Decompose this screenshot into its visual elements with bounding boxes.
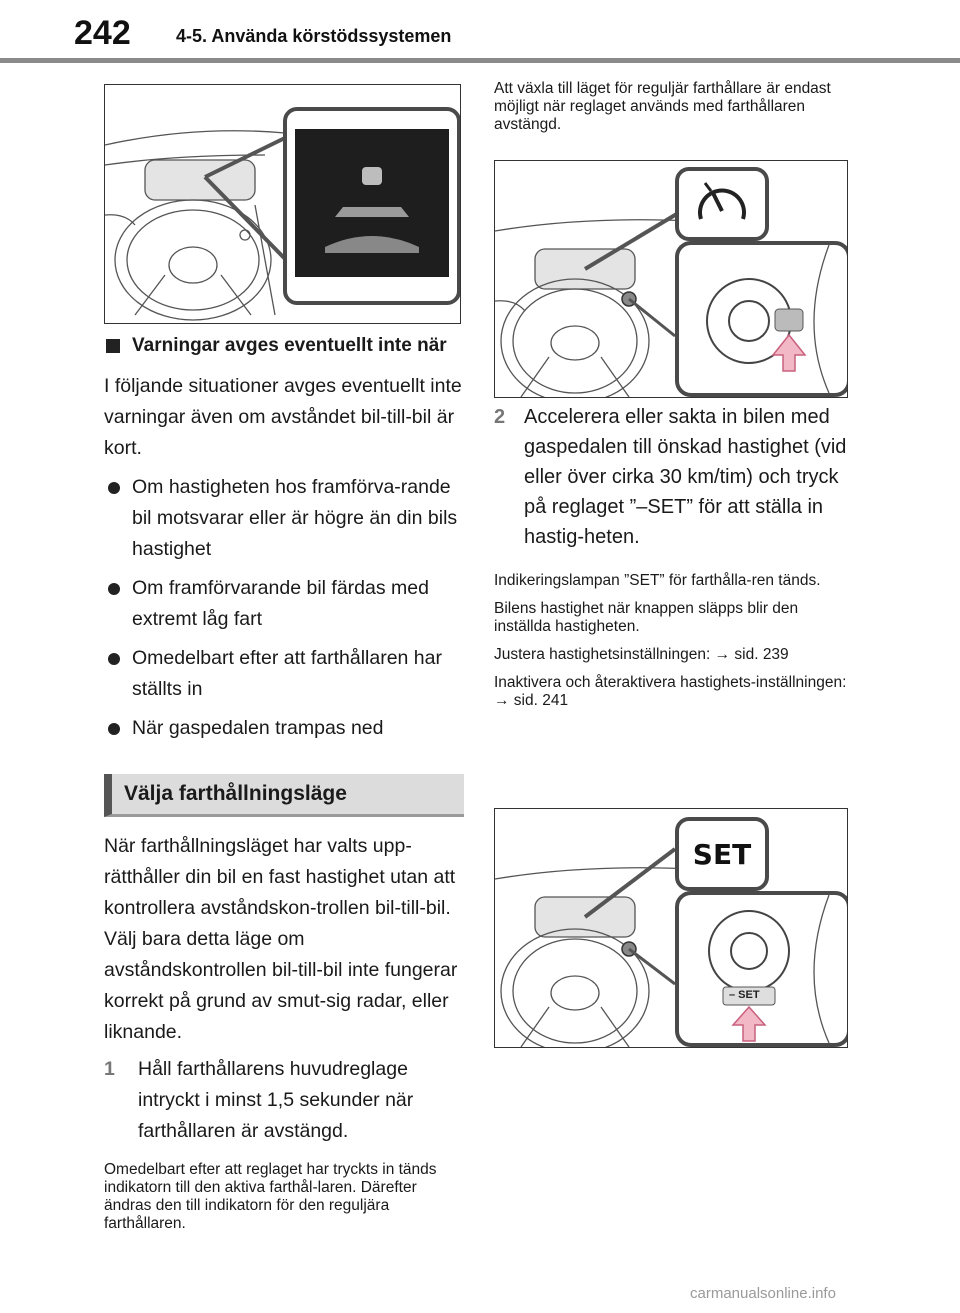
set-switch-inset: [675, 891, 848, 1047]
mode-switch-note: Att växla till läget för reguljär farthållare är endast möjligt när reglaget används med farthållaren avstängd.: [494, 80, 831, 133]
set-label: SET: [692, 837, 752, 871]
bullet-icon: [108, 723, 120, 735]
mode-section-heading: Välja farthållningsläge: [104, 774, 464, 817]
square-bullet-icon: [106, 339, 120, 353]
display-screen: [295, 129, 449, 277]
note-item: Indikeringslampan ”SET” för farthålla-ren tänds.: [494, 572, 821, 589]
step-number: 1: [104, 1058, 115, 1080]
step-number: 2: [494, 406, 506, 428]
note-item: Justera hastighetsinställningen: → sid. 239: [494, 646, 789, 663]
step-text: Håll farthållarens huvudreglage intryckt i minst 1,5 sekunder när farthållaren är avstängd.: [138, 1058, 414, 1142]
list-item: Om framförvarande bil färdas med extremt låg fart: [104, 573, 464, 635]
figure-cruise-switch: [494, 160, 848, 398]
speedometer-icon: [679, 171, 765, 237]
figure-set-switch: [494, 808, 848, 1048]
mode-paragraph: När farthållningsläget har valts upp-rätthåller din bil en fast hastighet utan att kontrollera avståndskon-trollen bil-till-bil. Välj bara detta läge om avståndskontrollen bil-till-bil inte fungerar korrekt på grund av smut-sig radar, eller liknande.: [104, 835, 458, 1043]
watermark: carmanualsonline.info: [690, 1285, 836, 1302]
speedometer-callout: [675, 167, 769, 241]
figure-dashboard-display: [104, 84, 461, 324]
list-item: När gaspedalen trampas ned: [104, 713, 464, 744]
bullet-icon: [108, 583, 120, 595]
page-header: [0, 0, 960, 70]
note-item: Inaktivera och återaktivera hastighets-inställningen: → sid. 241: [494, 674, 847, 709]
step-text: Accelerera eller sakta in bilen med gaspedalen till önskad hastighet (vid eller över cirka 30 km/tim) och tryck på reglaget ”–SET” för att ställa in hastig-heten.: [524, 406, 847, 548]
warnings-intro: I följande situationer avges eventuellt inte varningar även om avståndet bil-till-bil är kort.: [104, 375, 462, 459]
step-2: [494, 402, 854, 552]
cruise-switch-closeup: [679, 245, 847, 393]
bullet-icon: [108, 482, 120, 494]
list-item: Om hastigheten hos framförva-rande bil motsvarar eller är högre än din bils hastighet: [104, 472, 464, 565]
set-switch-closeup: [679, 895, 847, 1043]
page-number: 242: [74, 14, 131, 52]
display-inset: [283, 107, 461, 305]
set-switch-label: – SET: [729, 989, 760, 1001]
header-rule: [0, 58, 960, 63]
section-title: 4-5. Använda körstödssystemen: [176, 26, 452, 46]
step-1: [104, 1054, 464, 1147]
switch-inset: [675, 241, 848, 397]
note-item: Bilens hastighet när knappen släpps blir den inställda hastigheten.: [494, 600, 799, 635]
set-callout: [675, 817, 769, 891]
step-1-note: Omedelbart efter att reglaget har tryckts in tänds indikatorn till den aktiva farthål-laren. Därefter ändras den till indikatorn för den reguljära farthållaren.: [104, 1161, 437, 1232]
list-item: Omedelbart efter att farthållaren har ställts in: [104, 643, 464, 705]
car-distance-icon: [295, 129, 449, 277]
warnings-subheading: Varningar avges eventuellt inte när: [104, 331, 464, 361]
bullet-icon: [108, 653, 120, 665]
